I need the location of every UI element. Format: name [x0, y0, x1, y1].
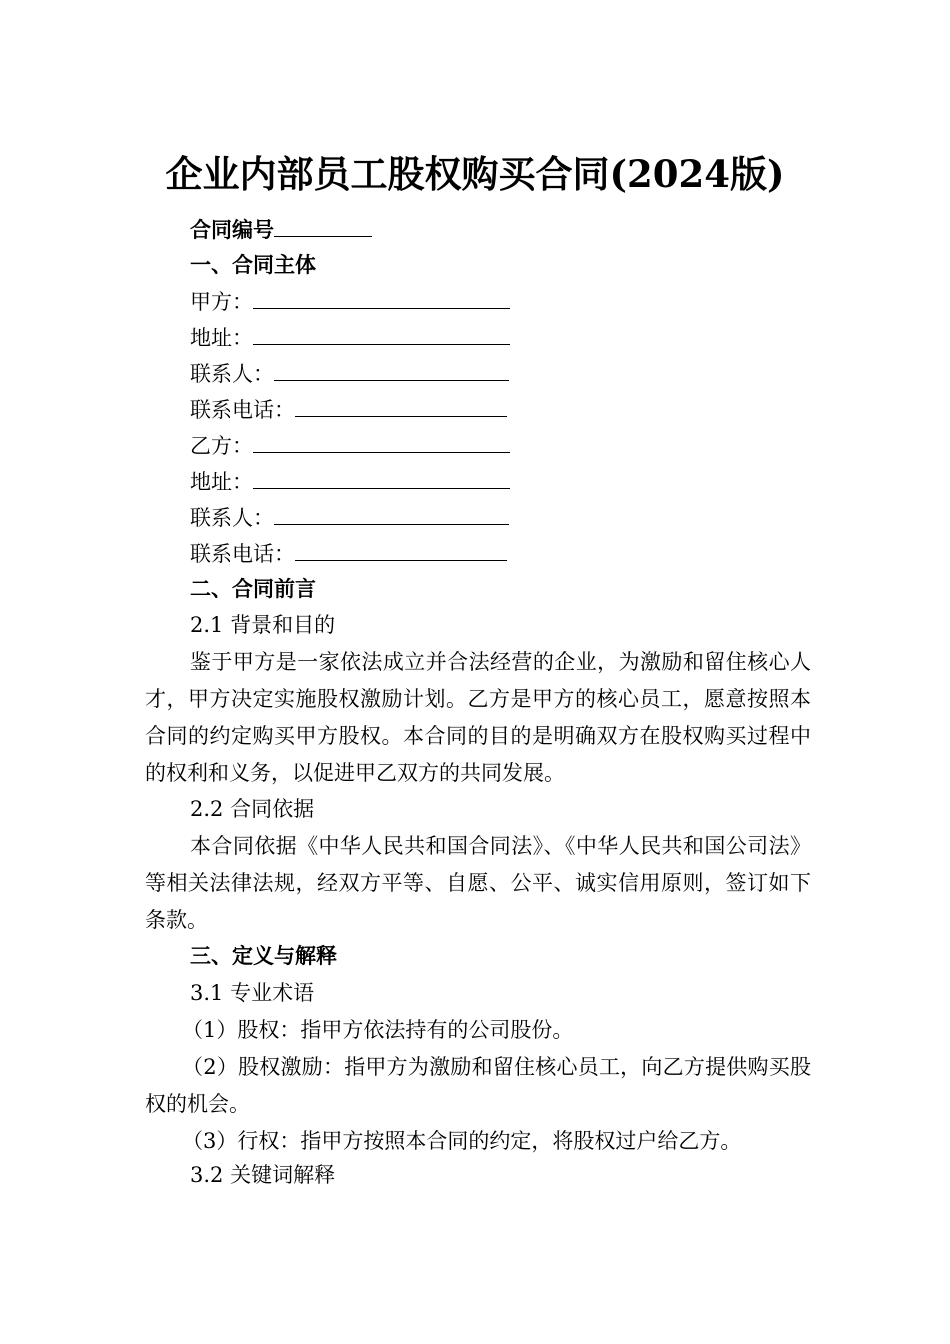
subsection-2-2-heading: 2.2 合同依据: [190, 797, 315, 821]
party-b-contact-blank[interactable]: [274, 502, 509, 525]
term-item-3: （3）行权：指甲方按照本合同的约定，将股权过户给乙方。: [182, 1129, 742, 1153]
subsection-2-1-heading: 2.1 背景和目的: [190, 613, 336, 637]
party-a-address-line: [190, 322, 510, 353]
subsection-3-1-heading: 3.1 专业术语: [190, 981, 315, 1005]
party-b-contact-label: 联系人：: [190, 506, 274, 530]
contract-number-line: [190, 214, 372, 245]
section-1-heading: 一、合同主体: [190, 252, 316, 277]
party-b-address-blank[interactable]: [253, 466, 510, 489]
party-a-contact-label: 联系人：: [190, 362, 274, 386]
term-item-1: （1）股权：指甲方依法持有的公司股份。: [182, 1018, 574, 1042]
party-a-contact-blank[interactable]: [274, 358, 509, 381]
party-b-name-line: [190, 430, 510, 461]
subsection-2-1-body: 鉴于甲方是一家依法成立并合法经营的企业，为激励和留住核心人才，甲方决定实施股权激励计划。乙方是甲方的核心员工，愿意按照本合同的约定购买甲方股权。本合同的目的是明确双方在股权购买过程中的权利和义务，以促进甲乙双方的共同发展。: [145, 650, 811, 785]
party-b-name-blank[interactable]: [253, 430, 510, 453]
party-b-name-label: 乙方：: [190, 434, 253, 458]
party-b-phone-blank[interactable]: [295, 538, 507, 561]
contract-number-label: 合同编号: [190, 217, 274, 242]
party-b-address-line: [190, 466, 510, 497]
party-a-name-label: 甲方：: [190, 290, 253, 314]
party-a-name-line: [190, 286, 510, 317]
party-b-phone-line: [190, 538, 507, 569]
party-a-phone-blank[interactable]: [295, 394, 507, 417]
document-title: 企业内部员工股权购买合同(2024版): [165, 152, 785, 196]
party-a-phone-label: 联系电话：: [190, 398, 295, 422]
section-2-heading: 二、合同前言: [190, 576, 316, 601]
party-a-address-blank[interactable]: [253, 322, 510, 345]
contract-number-blank[interactable]: [274, 214, 372, 237]
party-a-name-blank[interactable]: [253, 286, 510, 309]
party-b-phone-label: 联系电话：: [190, 542, 295, 566]
subsection-2-2-body: 本合同依据《中华人民共和国合同法》、《中华人民共和国公司法》等相关法律法规，经双方平等、自愿、公平、诚实信用原则，签订如下条款。: [145, 834, 811, 932]
subsection-3-2-heading: 3.2 关键词解释: [190, 1163, 336, 1187]
party-a-address-label: 地址：: [190, 326, 253, 350]
party-a-contact-line: [190, 358, 509, 389]
party-b-address-label: 地址：: [190, 470, 253, 494]
party-b-contact-line: [190, 502, 509, 533]
term-item-2: （2）股权激励：指甲方为激励和留住核心员工，向乙方提供购买股权的机会。: [145, 1055, 811, 1116]
section-3-heading: 三、定义与解释: [190, 943, 337, 968]
party-a-phone-line: [190, 394, 507, 425]
